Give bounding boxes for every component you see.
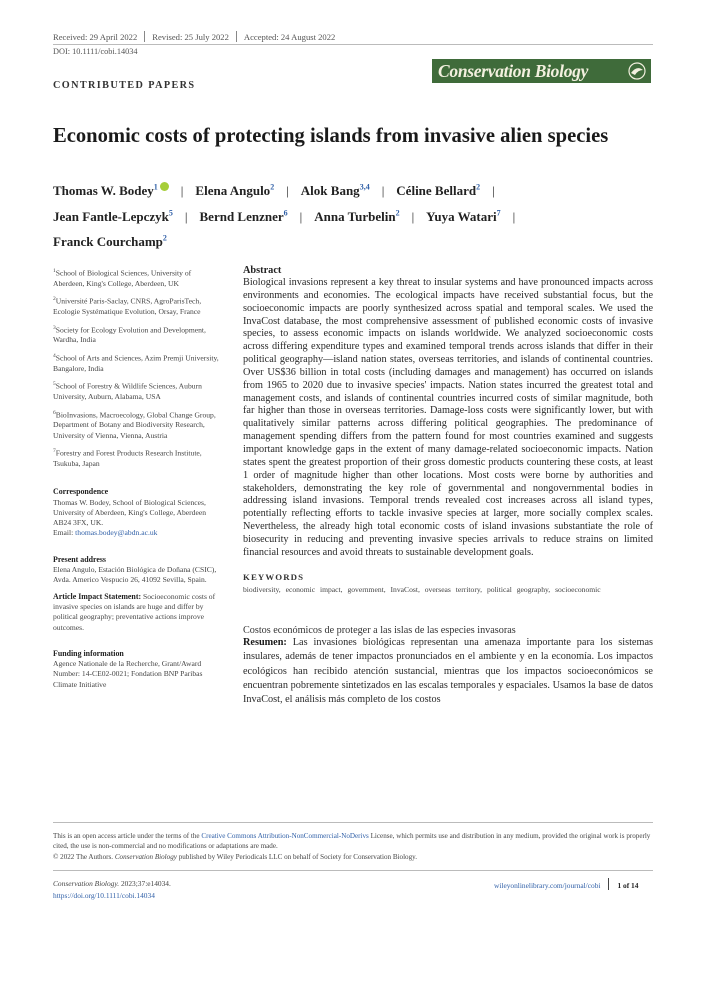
email-link[interactable]: thomas.bodey@abdn.ac.uk xyxy=(75,528,158,538)
spanish-abstract xyxy=(243,636,653,708)
abstract-heading: Abstract xyxy=(243,265,282,276)
author[interactable]: Thomas W. Bodey$^1$ xyxy=(53,183,169,198)
resumen-text: Las invasiones biológicas representan una amenaza importante para los sistemas insulares, además de tener impactos pronunciados en el ambiente y en la economía. Los impactos ecológicos han recibido atención sustancial, mientras que los impactos socioeconómicos se encuentran pobremente sintetizados en las escalas temporales y espaciales. Usamos la base de datos InvaCost, el análisis más completo de los costos xyxy=(243,636,653,706)
funding xyxy=(53,649,223,690)
author[interactable]: Jean Fantle-Lepczyk$^5$ xyxy=(53,208,173,224)
keywords-text: biodiversity, economic impact, government, InvaCost, overseas territory, political geography, socioeconomic xyxy=(243,584,601,594)
footer-right xyxy=(494,878,638,890)
affiliation: $^2$Université Paris-Saclay, CNRS, AgroParisTech, Ecologie Systématique Evolution, Orsay, France xyxy=(53,296,202,317)
author[interactable]: Alok Bang$^{3,4}$ xyxy=(300,183,370,199)
license-link[interactable]: Creative Commons Attribution-NonCommercial-NoDerivs xyxy=(201,832,369,840)
funding-heading: Funding information xyxy=(53,648,124,658)
present-address xyxy=(53,555,223,586)
correspondence: Correspondence Thomas W. Bodey, School of Biological Sciences, University of Aberdeen, King's College, Aberdeen AB24 3FX, UK. Email: thomas.bodey@abdn.ac.uk xyxy=(53,487,223,538)
accepted-date: Accepted: 24 August 2022 xyxy=(243,32,336,42)
author[interactable]: Céline Bellard$^2$ xyxy=(396,183,481,199)
affiliation: $^5$School of Forestry & Wildlife Sciences, Auburn University, Auburn, Alabama, USA xyxy=(53,381,202,402)
page-number: 1 of 14 xyxy=(617,881,639,890)
author[interactable]: Elena Angulo$^2$ xyxy=(195,183,275,199)
license-note: This is an open access article under the terms of the Creative Commons Attribution-NonCommercial-NoDerivs License, which permits use and distribution in any medium, provided the original work is properly cited, the use is non-commercial and no modifications or adaptations are made. © 2022 The Authors. Conservation Biology published by Wiley Periodicals LLC on behalf of Society for Conservation Biology. xyxy=(53,832,651,861)
correspondence-text: Thomas W. Bodey, School of Biological Sciences, University of Aberdeen, King's College, Aberdeen AB24 3FX, UK. xyxy=(53,497,206,528)
affiliation: $^6$BioInvasions, Macroecology, Global Change Group, Department of Botany and Biodiversity Research, University of Vienna, Vienna, Austria xyxy=(53,409,216,440)
affiliation: $^4$School of Arts and Sciences, Azim Premji University, Bangalore, India xyxy=(53,352,219,373)
abstract-text: Biological invasions represent a key threat to insular systems and have pronounced impacts across environments and economies. The ecological impacts have received substantial focus, but the socioeconomic impacts are poorly synthesized across spatial and temporal scales. We used the InvaCost database, the most comprehensive assessment of published economic costs of invasive species, to assess economic impacts on islands worldwide. We analyzed socioeconomic costs across differing expenditure types and examined temporal trends across islands that differ in their political geography—island nation states, overseas territories, and islands of continental countries. Over US$36 billion in total costs (including damages and management) has occurred on islands from 1965 to 2020 due to invasive species' impacts. Nation states incurred the greatest total and management costs, and islands of continental countries incurred costs of similar magnitude, both far higher than those in overseas territories. Damage-loss costs were significantly lower, but with qualitatively similar patterns across differing political geographies. The predominance of management spending differs from the pattern found for most countries examined and suggests important knowledge gaps in the extent of many damage-related socioeconomic impacts. Nation states spent the greatest proportion of their gross domestic products countering these costs, at least 1 order of magnitude higher than other locations. Most costs were borne by authorities and stakeholders, demonstrating the key role of governmental and nongovernmental bodies in addressing island invasions. Temporal trends revealed cost increases across all island types, potentially reflecting efforts to tackle invasive species at larger, more socially complex scales. Nevertheless, the already high total economic costs of island invasions substantiate the role of biosecurity in reducing and preventing invasive species arrivals to reduce strains on limited financial resources and avoid threats to sustainable development goals. xyxy=(243,277,653,558)
keywords-heading: KEYWORDS xyxy=(243,571,305,582)
main-column xyxy=(243,265,653,708)
article-dates xyxy=(53,31,335,42)
impact-statement xyxy=(53,592,223,633)
footer-divider xyxy=(53,870,653,871)
section-label: CONTRIBUTED PAPERS xyxy=(53,80,196,91)
impact-text: Socioeconomic costs of invasive species on islands are huge and differ by political geography; preventative actions improve outcomes. xyxy=(53,591,216,632)
author[interactable]: Franck Courchamp$^2$ xyxy=(53,233,167,249)
header-divider xyxy=(53,44,653,45)
affiliation: $^3$Society for Ecology Evolution and Development, Wardha, India xyxy=(53,324,206,345)
revised-date: Revised: 25 July 2022 xyxy=(152,32,229,42)
footnote-divider xyxy=(53,822,653,823)
sidebar xyxy=(53,266,223,690)
author[interactable]: Anna Turbelin$^2$ xyxy=(314,208,400,224)
journal-logo-text: Conservation Biology xyxy=(438,61,589,81)
received-date: Received: 29 April 2022 xyxy=(53,32,138,42)
page-title: Economic costs of protecting islands from invasive alien species xyxy=(53,125,609,147)
citation-journal: Conservation Biology. xyxy=(53,879,120,888)
author[interactable]: Yuya Watari$^7$ xyxy=(426,208,501,224)
article-doi: DOI: 10.1111/cobi.14034 xyxy=(53,47,138,56)
journal-site-link[interactable]: wileyonlinelibrary.com/journal/cobi xyxy=(494,881,601,890)
present-address-text: Elena Angulo, Estación Biológica de Doñana (CSIC), Avda. Americo Vespucio 26, 41092 Sevilla, Spain. xyxy=(53,565,217,585)
citation xyxy=(53,878,171,903)
doi-link[interactable]: https://doi.org/10.1111/cobi.14034 xyxy=(53,891,155,901)
spanish-title: Costos económicos de proteger a las islas de las especies invasoras xyxy=(243,624,516,636)
author-list: Thomas W. Bodey$^1$ | Elena Angulo$^2$ | Alok Bang$^{3,4}$ | Céline Bellard$^2$ | Jean Fantle-Lepczyk$^5$ | Bernd Lenzner$^6$ | Anna Turbelin$^2$ | Yuya Watari$^7$ | Franck Courchamp$^2$ xyxy=(53,183,516,249)
scb-emblem-icon xyxy=(627,62,647,80)
present-address-heading: Present address xyxy=(53,554,106,564)
affiliation: $^1$School of Biological Sciences, University of Aberdeen, King's College, Aberdeen, UK xyxy=(53,268,192,288)
citation-volume: 2023;37:e14034. xyxy=(120,879,171,888)
author[interactable]: Bernd Lenzner$^6$ xyxy=(199,208,288,224)
orcid-icon[interactable] xyxy=(160,182,169,191)
affiliation: $^7$Forestry and Forest Products Research Institute, Tsukuba, Japan xyxy=(53,448,202,468)
impact-heading: Article Impact Statement: xyxy=(53,591,142,601)
journal-logo[interactable] xyxy=(432,59,651,83)
funding-text: Agence Nationale de la Recherche, Grant/Award Number: 14-CE02-0021; Fondation BNP Paribas Climate Initiative xyxy=(53,659,203,689)
resumen-label: Resumen: xyxy=(243,636,287,648)
correspondence-heading: Correspondence xyxy=(53,487,109,497)
